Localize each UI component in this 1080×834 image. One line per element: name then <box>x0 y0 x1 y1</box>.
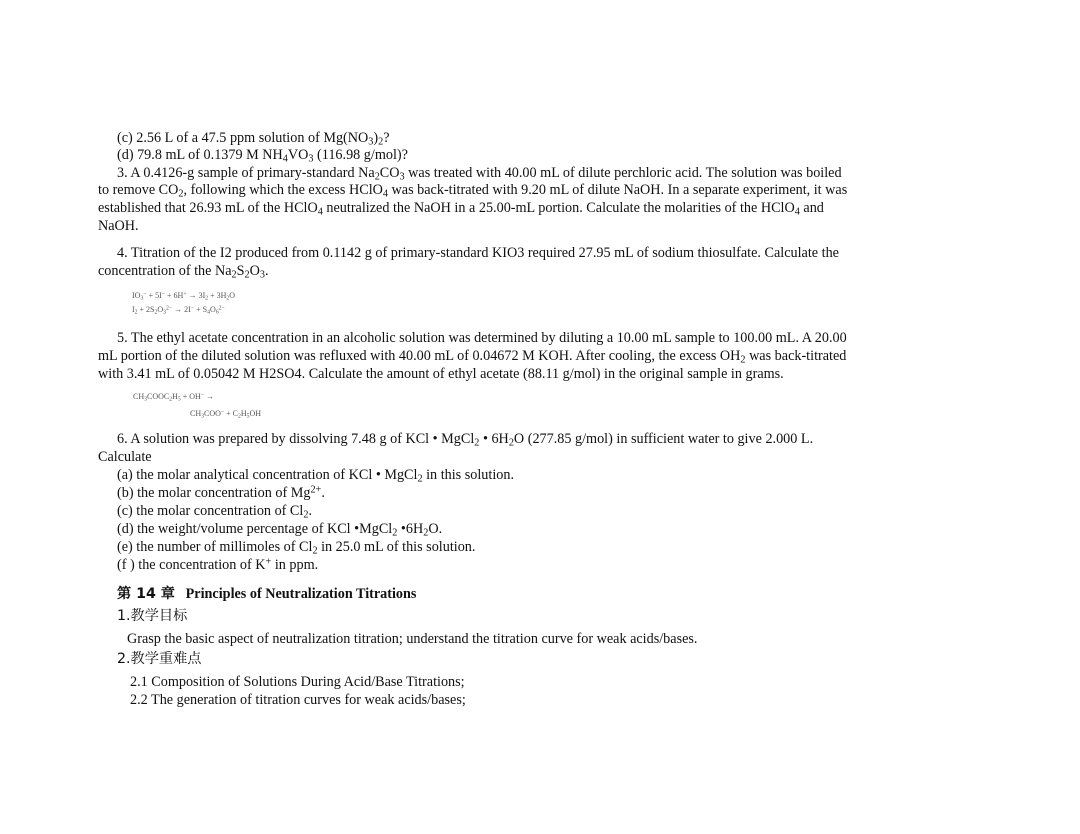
problem-4-equation-2: $I_2 + 2S_2O_3^{2-} \to 2I^- + S_4O_6^{2-}$ <box>132 305 225 316</box>
problem-6d: (d) the weight/volume percentage of KCl •MgCl$_2$ $•6H_2O$. <box>117 521 443 539</box>
problem-5-line-2: mL portion of the diluted solution was refluxed with 40.00 mL of 0.04672 M KOH. After cooling, the excess $OH_2$ was back-titrated <box>98 348 847 366</box>
problem-6b: (b) the molar concentration of $Mg^{2+}$. <box>117 484 325 501</box>
key-point-item: 2.1 Composition of Solutions During Acid/Base Titrations; <box>130 674 465 690</box>
key-points-heading: 2.教学重难点 <box>117 651 202 667</box>
problem-4-equation-1: $IO_3^- + 5I^- + 6H^+ \to 3I_2 + 3H_2O$ <box>132 291 236 302</box>
chapter-number: 第 14 章 <box>117 586 175 602</box>
problem-5-equation-2: $CH_3COO^- + C_2H_5OH$ <box>190 409 262 420</box>
key-point-item: 2.2 The generation of titration curves for weak acids/bases; <box>130 692 466 708</box>
problem-5-line-3: with 3.41 mL of 0.05042 M H2SO4. Calculate the amount of ethyl acetate (88.11 g/mol) in the original sample in grams. <box>98 366 784 382</box>
problem-6c: (c) the molar concentration of $Cl_2$. <box>117 503 312 521</box>
problem-6-line-2: Calculate <box>98 449 152 465</box>
teaching-goal-text: Grasp the basic aspect of neutralization titration; understand the titration curve for weak acids/bases. <box>127 631 698 647</box>
problem-4-line-1: 4. Titration of the I2 produced from 0.1142 g of primary-standard KIO3 required 27.95 mL of sodium thiosulfate. Calculate the <box>117 245 839 261</box>
problem-2c: (c) 2.56 L of a 47.5 ppm solution of $Mg(NO_3)_2$? <box>117 130 390 148</box>
chapter-heading <box>117 586 416 602</box>
problem-3-line-1: 3. A 0.4126-g sample of primary-standard $Na_2CO_3$ was treated with 40.00 mL of dilute perchloric acid. The solution was boiled <box>117 165 842 183</box>
teaching-goal-heading: 1.教学目标 <box>117 608 188 624</box>
chapter-title: Principles of Neutralization Titrations <box>185 586 417 602</box>
problem-6a: (a) the molar analytical concentration of KCl • MgCl$_2$ in this solution. <box>117 467 515 485</box>
problem-5-equation-1: $CH_3COOC_2H_5 + OH^-$ → <box>133 392 215 403</box>
problem-6-line-1: 6. A solution was prepared by dissolving 7.48 g of KCl • MgCl$_2$ • $6H_2O$ (277.85 g/mol) in sufficient water to give 2.000 L. <box>117 431 814 449</box>
problem-2d: (d) 79.8 mL of 0.1379 M $NH_4VO_3$ (116.98 g/mol)? <box>117 147 408 165</box>
problem-3-line-2: to remove $CO_2$, following which the excess HClO$_4$ was back-titrated with 9.20 mL of dilute NaOH. In a separate experiment, it was <box>98 182 848 200</box>
problem-3-line-4: NaOH. <box>98 218 139 234</box>
problem-5-line-1: 5. The ethyl acetate concentration in an alcoholic solution was determined by diluting a 10.00 mL sample to 100.00 mL. A 20.00 <box>117 330 847 346</box>
problem-6e: (e) the number of millimoles of $Cl_2$ in 25.0 mL of this solution. <box>117 539 476 557</box>
problem-4-line-2: concentration of the $Na_2S_2O_3$. <box>98 263 269 281</box>
problem-3-line-3: established that 26.93 mL of the HClO$_4$ neutralized the NaOH in a 25.00-mL portion. Calculate the molarities of the HClO$_4$ and <box>98 200 824 218</box>
problem-6f: (f ) the concentration of K+ in ppm. <box>117 556 319 573</box>
